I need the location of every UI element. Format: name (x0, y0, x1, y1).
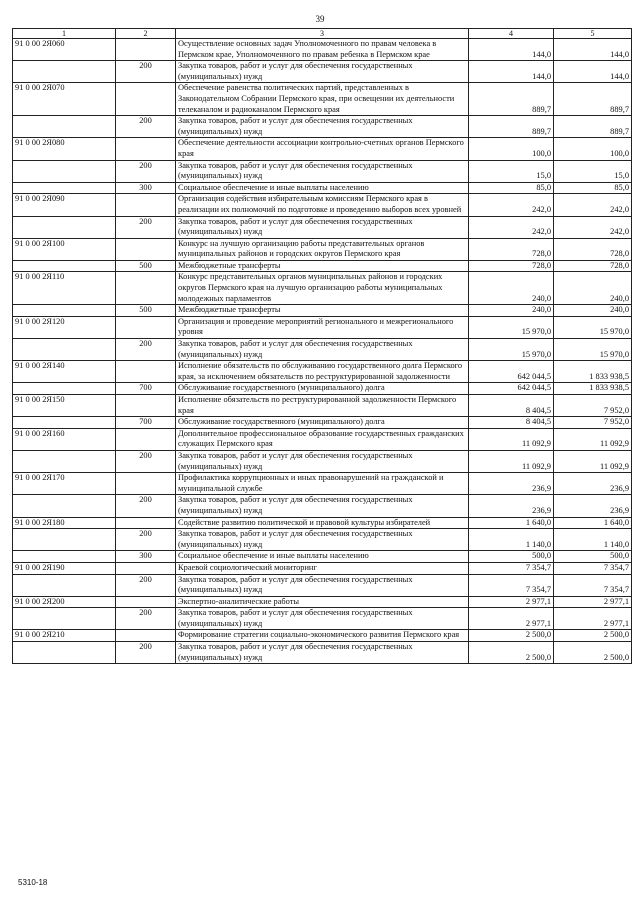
row-code (13, 383, 116, 395)
row-code: 91 0 00 2Я190 (13, 562, 116, 574)
row-value-year-1: 240,0 (469, 305, 554, 317)
row-expense-type (116, 316, 176, 338)
row-name: Закупка товаров, работ и услуг для обеспечения государственных (муниципальных) нужд (176, 339, 469, 361)
row-name: Профилактика коррупционных и иных правонарушений на гражданской и муниципальной службе (176, 473, 469, 495)
row-expense-type: 300 (116, 551, 176, 563)
row-value-year-1: 500,0 (469, 551, 554, 563)
row-expense-type (116, 630, 176, 642)
row-value-year-2: 7 354,7 (554, 574, 632, 596)
table-row (13, 574, 632, 596)
row-expense-type (116, 517, 176, 529)
row-value-year-1: 2 500,0 (469, 642, 554, 664)
row-name: Социальное обеспечение и иные выплаты населению (176, 551, 469, 563)
row-name: Закупка товаров, работ и услуг для обеспечения государственных (муниципальных) нужд (176, 608, 469, 630)
row-value-year-1: 236,9 (469, 473, 554, 495)
table-row (13, 596, 632, 608)
row-expense-type (116, 39, 176, 61)
row-expense-type: 500 (116, 260, 176, 272)
row-value-year-2: 240,0 (554, 305, 632, 317)
row-code (13, 551, 116, 563)
table-row (13, 39, 632, 61)
row-expense-type: 700 (116, 417, 176, 429)
row-value-year-2: 236,9 (554, 473, 632, 495)
row-name: Закупка товаров, работ и услуг для обеспечения государственных (муниципальных) нужд (176, 216, 469, 238)
table-row (13, 529, 632, 551)
table-row (13, 608, 632, 630)
row-value-year-1: 240,0 (469, 272, 554, 305)
table-row (13, 562, 632, 574)
row-code: 91 0 00 2Я150 (13, 395, 116, 417)
row-code (13, 182, 116, 194)
row-expense-type: 200 (116, 529, 176, 551)
document-code: 5310-18 (18, 878, 48, 887)
row-value-year-1: 7 354,7 (469, 562, 554, 574)
row-name: Закупка товаров, работ и услуг для обеспечения государственных (муниципальных) нужд (176, 642, 469, 664)
row-code (13, 574, 116, 596)
row-name: Организация и проведение мероприятий регионального и межрегионального уровня (176, 316, 469, 338)
row-name: Закупка товаров, работ и услуг для обеспечения государственных (муниципальных) нужд (176, 529, 469, 551)
table-row (13, 473, 632, 495)
row-expense-type (116, 238, 176, 260)
row-value-year-2: 1 833 938,5 (554, 361, 632, 383)
row-code: 91 0 00 2Я180 (13, 517, 116, 529)
row-value-year-1: 100,0 (469, 138, 554, 160)
row-value-year-1: 15 970,0 (469, 316, 554, 338)
row-value-year-1: 144,0 (469, 39, 554, 61)
row-name: Конкурс на лучшую организацию работы представительных органов муниципальных районов и городских округов Пермского края (176, 238, 469, 260)
row-name: Закупка товаров, работ и услуг для обеспечения государственных (муниципальных) нужд (176, 160, 469, 182)
row-code (13, 339, 116, 361)
column-header-2: 2 (116, 29, 176, 39)
row-value-year-1: 1 640,0 (469, 517, 554, 529)
row-code: 91 0 00 2Я170 (13, 473, 116, 495)
row-code: 91 0 00 2Я100 (13, 238, 116, 260)
row-value-year-2: 1 640,0 (554, 517, 632, 529)
row-value-year-2: 15,0 (554, 160, 632, 182)
row-code: 91 0 00 2Я160 (13, 428, 116, 450)
row-value-year-2: 500,0 (554, 551, 632, 563)
column-header-4: 4 (469, 29, 554, 39)
row-code (13, 305, 116, 317)
row-value-year-1: 728,0 (469, 260, 554, 272)
table-header (13, 29, 632, 39)
row-expense-type: 200 (116, 61, 176, 83)
row-code: 91 0 00 2Я120 (13, 316, 116, 338)
row-expense-type (116, 272, 176, 305)
row-value-year-1: 242,0 (469, 194, 554, 216)
row-code (13, 417, 116, 429)
row-name: Обслуживание государственного (муниципального) долга (176, 383, 469, 395)
row-code: 91 0 00 2Я070 (13, 83, 116, 116)
table-row (13, 83, 632, 116)
row-name: Закупка товаров, работ и услуг для обеспечения государственных (муниципальных) нужд (176, 495, 469, 517)
table-row (13, 630, 632, 642)
row-name: Межбюджетные трансферты (176, 305, 469, 317)
row-code (13, 61, 116, 83)
row-value-year-2: 15 970,0 (554, 339, 632, 361)
row-value-year-1: 728,0 (469, 238, 554, 260)
row-value-year-2: 144,0 (554, 61, 632, 83)
row-value-year-2: 728,0 (554, 260, 632, 272)
table-row (13, 194, 632, 216)
row-name: Исполнение обязательств по реструктурированной задолженности Пермского края (176, 395, 469, 417)
row-expense-type (116, 83, 176, 116)
row-name: Обеспечение деятельности ассоциации контрольно-счетных органов Пермского края (176, 138, 469, 160)
row-value-year-2: 236,9 (554, 495, 632, 517)
row-value-year-2: 1 833 938,5 (554, 383, 632, 395)
row-expense-type (116, 562, 176, 574)
row-value-year-2: 242,0 (554, 194, 632, 216)
row-name: Экспертно-аналитические работы (176, 596, 469, 608)
row-code: 91 0 00 2Я140 (13, 361, 116, 383)
row-name: Закупка товаров, работ и услуг для обеспечения государственных (муниципальных) нужд (176, 61, 469, 83)
row-code: 91 0 00 2Я210 (13, 630, 116, 642)
page-number: 39 (315, 14, 325, 24)
row-value-year-1: 242,0 (469, 216, 554, 238)
row-name: Краевой социологический мониторинг (176, 562, 469, 574)
table-row (13, 339, 632, 361)
row-value-year-1: 8 404,5 (469, 417, 554, 429)
row-value-year-2: 15 970,0 (554, 316, 632, 338)
row-code (13, 642, 116, 664)
row-value-year-1: 642 044,5 (469, 361, 554, 383)
row-value-year-2: 242,0 (554, 216, 632, 238)
table-row (13, 305, 632, 317)
row-value-year-2: 11 092,9 (554, 450, 632, 472)
row-expense-type (116, 473, 176, 495)
row-expense-type: 500 (116, 305, 176, 317)
table-row (13, 383, 632, 395)
row-value-year-2: 1 140,0 (554, 529, 632, 551)
row-name: Дополнительное профессиональное образование государственных гражданских служащих Пермского края (176, 428, 469, 450)
row-expense-type: 200 (116, 216, 176, 238)
row-code (13, 216, 116, 238)
row-value-year-1: 236,9 (469, 495, 554, 517)
row-value-year-2: 11 092,9 (554, 428, 632, 450)
row-value-year-1: 642 044,5 (469, 383, 554, 395)
table-row (13, 116, 632, 138)
row-value-year-2: 240,0 (554, 272, 632, 305)
column-header-1: 1 (13, 29, 116, 39)
row-expense-type: 700 (116, 383, 176, 395)
table-row (13, 495, 632, 517)
row-name: Организация содействия избирательным комиссиям Пермского края в реализации их полномочий по подготовке и проведению выборов всех уровней (176, 194, 469, 216)
row-value-year-1: 8 404,5 (469, 395, 554, 417)
table-row (13, 395, 632, 417)
row-value-year-1: 889,7 (469, 116, 554, 138)
table-row (13, 260, 632, 272)
row-expense-type: 200 (116, 160, 176, 182)
row-value-year-2: 889,7 (554, 116, 632, 138)
row-expense-type (116, 361, 176, 383)
row-value-year-1: 144,0 (469, 61, 554, 83)
row-expense-type: 200 (116, 642, 176, 664)
column-header-5: 5 (554, 29, 632, 39)
row-code (13, 529, 116, 551)
row-code (13, 608, 116, 630)
row-expense-type: 200 (116, 574, 176, 596)
row-value-year-2: 728,0 (554, 238, 632, 260)
row-value-year-1: 7 354,7 (469, 574, 554, 596)
row-expense-type (116, 138, 176, 160)
row-code (13, 160, 116, 182)
table-row (13, 216, 632, 238)
budget-table (12, 28, 632, 664)
table-row (13, 272, 632, 305)
row-expense-type (116, 194, 176, 216)
row-value-year-1: 11 092,9 (469, 428, 554, 450)
table-row (13, 316, 632, 338)
row-name: Обеспечение равенства политических партий, представленных в Законодательном Собрании Пермского края, при освещении их деятельности телеканалом и радиоканалом Пермского края (176, 83, 469, 116)
table-row (13, 551, 632, 563)
row-expense-type (116, 596, 176, 608)
row-value-year-2: 2 500,0 (554, 642, 632, 664)
row-value-year-2: 85,0 (554, 182, 632, 194)
table-row (13, 61, 632, 83)
table-row (13, 450, 632, 472)
row-expense-type: 200 (116, 339, 176, 361)
row-code (13, 116, 116, 138)
row-value-year-2: 144,0 (554, 39, 632, 61)
row-expense-type: 200 (116, 450, 176, 472)
table-row (13, 417, 632, 429)
row-expense-type: 300 (116, 182, 176, 194)
table-row (13, 182, 632, 194)
row-value-year-2: 2 977,1 (554, 596, 632, 608)
row-value-year-2: 2 977,1 (554, 608, 632, 630)
row-name: Конкурс представительных органов муниципальных районов и городских округов Пермского края на лучшую организацию работы муниципальных молодежных парламентов (176, 272, 469, 305)
row-code: 91 0 00 2Я110 (13, 272, 116, 305)
row-value-year-2: 7 354,7 (554, 562, 632, 574)
row-value-year-1: 1 140,0 (469, 529, 554, 551)
row-expense-type: 200 (116, 608, 176, 630)
column-header-3: 3 (176, 29, 469, 39)
row-code: 91 0 00 2Я080 (13, 138, 116, 160)
row-value-year-1: 85,0 (469, 182, 554, 194)
row-value-year-1: 2 500,0 (469, 630, 554, 642)
row-code: 91 0 00 2Я060 (13, 39, 116, 61)
row-value-year-1: 2 977,1 (469, 608, 554, 630)
row-value-year-2: 7 952,0 (554, 395, 632, 417)
row-value-year-2: 2 500,0 (554, 630, 632, 642)
row-code (13, 260, 116, 272)
row-code (13, 450, 116, 472)
row-code: 91 0 00 2Я090 (13, 194, 116, 216)
row-name: Исполнение обязательств по обслуживанию государственного долга Пермского края, за исключением обязательств по реструктурированной задолженности (176, 361, 469, 383)
row-value-year-1: 15 970,0 (469, 339, 554, 361)
row-name: Социальное обеспечение и иные выплаты населению (176, 182, 469, 194)
row-value-year-1: 15,0 (469, 160, 554, 182)
row-value-year-1: 2 977,1 (469, 596, 554, 608)
table-body (13, 39, 632, 664)
table-row (13, 642, 632, 664)
row-name: Содействие развитию политической и правовой культуры избирателей (176, 517, 469, 529)
row-value-year-2: 889,7 (554, 83, 632, 116)
row-expense-type: 200 (116, 495, 176, 517)
table-row (13, 238, 632, 260)
row-name: Формирование стратегии социально-экономического развития Пермского края (176, 630, 469, 642)
table-row (13, 517, 632, 529)
row-value-year-1: 889,7 (469, 83, 554, 116)
row-name: Межбюджетные трансферты (176, 260, 469, 272)
row-code: 91 0 00 2Я200 (13, 596, 116, 608)
row-expense-type (116, 395, 176, 417)
row-expense-type (116, 428, 176, 450)
table-row (13, 428, 632, 450)
row-name: Закупка товаров, работ и услуг для обеспечения государственных (муниципальных) нужд (176, 450, 469, 472)
row-expense-type: 200 (116, 116, 176, 138)
row-value-year-1: 11 092,9 (469, 450, 554, 472)
row-value-year-2: 7 952,0 (554, 417, 632, 429)
row-value-year-2: 100,0 (554, 138, 632, 160)
row-name: Осуществление основных задач Уполномоченного по правам человека в Пермском крае, Уполномоченного по правам ребенка в Пермском крае (176, 39, 469, 61)
row-code (13, 495, 116, 517)
table-row (13, 361, 632, 383)
row-name: Обслуживание государственного (муниципального) долга (176, 417, 469, 429)
row-name: Закупка товаров, работ и услуг для обеспечения государственных (муниципальных) нужд (176, 116, 469, 138)
table-row (13, 138, 632, 160)
table-row (13, 160, 632, 182)
row-name: Закупка товаров, работ и услуг для обеспечения государственных (муниципальных) нужд (176, 574, 469, 596)
